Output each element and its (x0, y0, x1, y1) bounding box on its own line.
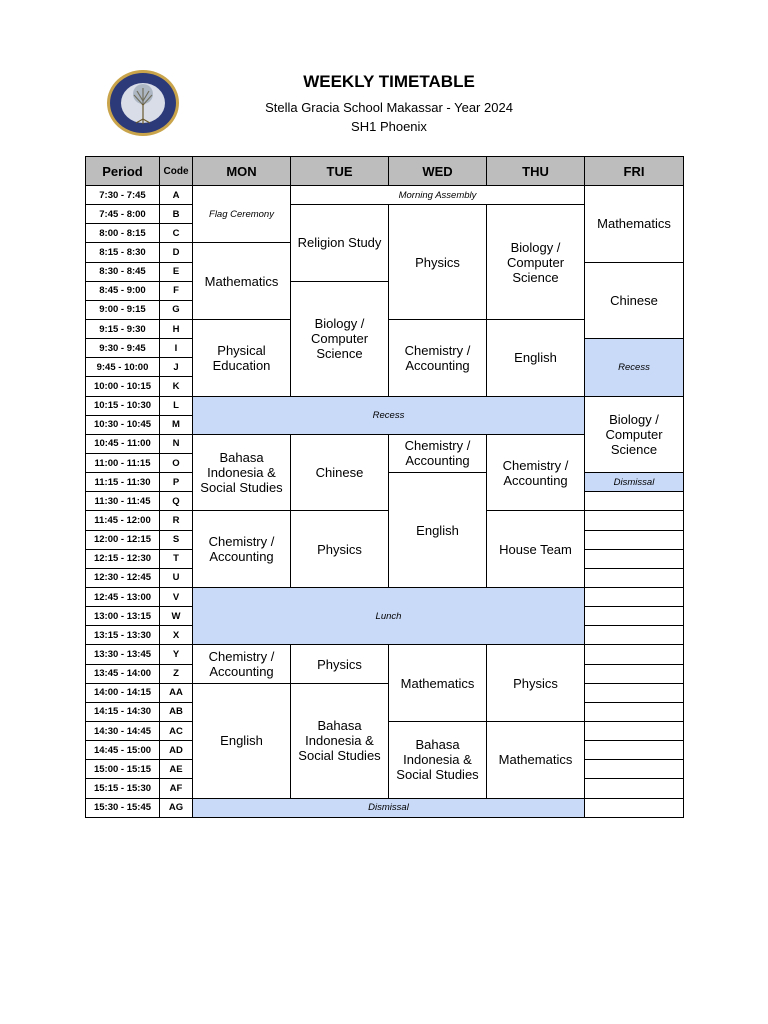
period-code: AA (160, 683, 193, 702)
table-row (86, 798, 684, 817)
empty-cell (585, 568, 684, 587)
class-cell: English (193, 683, 291, 798)
class-cell: Bahasa Indonesia & Social Studies (291, 683, 389, 798)
table-row (86, 511, 684, 530)
class-cell: Chemistry / Accounting (487, 434, 585, 511)
period-time: 10:45 - 11:00 (86, 434, 160, 453)
empty-cell (585, 645, 684, 664)
period-code: K (160, 377, 193, 396)
period-code: AE (160, 760, 193, 779)
class-cell: Mathematics (193, 243, 291, 320)
period-code: T (160, 549, 193, 568)
class-cell: Chinese (585, 262, 684, 339)
period-time: 9:30 - 9:45 (86, 339, 160, 358)
class-cell: Physics (487, 645, 585, 722)
class-cell: Religion Study (291, 205, 389, 282)
period-time: 13:15 - 13:30 (86, 626, 160, 645)
class-cell: Chemistry / Accounting (389, 434, 487, 472)
period-code: Z (160, 664, 193, 683)
class-cell: English (389, 473, 487, 588)
period-code: R (160, 511, 193, 530)
class-cell: Mathematics (487, 721, 585, 798)
period-time: 9:00 - 9:15 (86, 300, 160, 319)
period-code: AB (160, 702, 193, 721)
period-time: 15:00 - 15:15 (86, 760, 160, 779)
class-cell: Morning Assembly (291, 186, 585, 205)
empty-cell (585, 587, 684, 606)
table-row (86, 587, 684, 606)
class-cell: Recess (585, 339, 684, 396)
class-cell: Physics (291, 645, 389, 683)
period-time: 7:45 - 8:00 (86, 205, 160, 224)
period-code: L (160, 396, 193, 415)
timetable (85, 156, 684, 818)
empty-cell (585, 607, 684, 626)
table-row (86, 645, 684, 664)
class-cell: Physical Education (193, 319, 291, 396)
empty-cell (585, 664, 684, 683)
period-time: 11:30 - 11:45 (86, 492, 160, 511)
class-cell: Mathematics (585, 186, 684, 263)
empty-cell (585, 530, 684, 549)
class-cell: Physics (291, 511, 389, 588)
class-cell: Chemistry / Accounting (193, 645, 291, 683)
period-time: 12:45 - 13:00 (86, 587, 160, 606)
empty-cell (585, 702, 684, 721)
period-time: 9:15 - 9:30 (86, 319, 160, 338)
period-code: X (160, 626, 193, 645)
class-cell: Bahasa Indonesia & Social Studies (193, 434, 291, 511)
class-cell: English (487, 319, 585, 396)
period-time: 8:15 - 8:30 (86, 243, 160, 262)
period-time: 15:15 - 15:30 (86, 779, 160, 798)
period-time: 12:15 - 12:30 (86, 549, 160, 568)
period-code: I (160, 339, 193, 358)
period-code: B (160, 205, 193, 224)
period-code: S (160, 530, 193, 549)
table-row (86, 186, 684, 205)
period-time: 11:45 - 12:00 (86, 511, 160, 530)
empty-cell (585, 492, 684, 511)
class-cell: Mathematics (389, 645, 487, 722)
period-time: 12:00 - 12:15 (86, 530, 160, 549)
class-cell: Chinese (291, 434, 389, 511)
period-code: AD (160, 741, 193, 760)
period-time: 11:00 - 11:15 (86, 453, 160, 472)
class-subtitle: SH1 Phoenix (351, 119, 427, 134)
page-title: WEEKLY TIMETABLE (303, 72, 475, 91)
period-code: AG (160, 798, 193, 817)
class-cell: Flag Ceremony (193, 186, 291, 243)
period-code: O (160, 453, 193, 472)
table-row (86, 683, 684, 702)
empty-cell (585, 798, 684, 817)
period-time: 14:45 - 15:00 (86, 741, 160, 760)
period-time: 8:30 - 8:45 (86, 262, 160, 281)
class-cell: House Team (487, 511, 585, 588)
table-row (86, 396, 684, 415)
period-time: 14:30 - 14:45 (86, 721, 160, 740)
column-header-wed: WED (389, 157, 487, 186)
empty-cell (585, 741, 684, 760)
class-cell: Lunch (193, 587, 585, 644)
period-code: AF (160, 779, 193, 798)
period-time: 13:30 - 13:45 (86, 645, 160, 664)
period-code: M (160, 415, 193, 434)
period-code: V (160, 587, 193, 606)
class-cell: Biology / Computer Science (291, 281, 389, 396)
class-cell: Biology / Computer Science (487, 205, 585, 320)
class-cell: Dismissal (585, 473, 684, 492)
school-subtitle: Stella Gracia School Makassar - Year 2024 (265, 100, 513, 115)
column-header-tue: TUE (291, 157, 389, 186)
period-time: 13:00 - 13:15 (86, 607, 160, 626)
period-code: N (160, 434, 193, 453)
period-time: 9:45 - 10:00 (86, 358, 160, 377)
column-header-thu: THU (487, 157, 585, 186)
period-time: 10:15 - 10:30 (86, 396, 160, 415)
period-code: Q (160, 492, 193, 511)
empty-cell (585, 511, 684, 530)
period-time: 13:45 - 14:00 (86, 664, 160, 683)
class-cell: Recess (193, 396, 585, 434)
period-code: W (160, 607, 193, 626)
period-code: U (160, 568, 193, 587)
empty-cell (585, 683, 684, 702)
period-code: F (160, 281, 193, 300)
period-time: 12:30 - 12:45 (86, 568, 160, 587)
period-time: 15:30 - 15:45 (86, 798, 160, 817)
column-header-code: Code (160, 157, 193, 186)
period-code: H (160, 319, 193, 338)
empty-cell (585, 549, 684, 568)
column-header-mon: MON (193, 157, 291, 186)
period-time: 10:00 - 10:15 (86, 377, 160, 396)
class-cell: Dismissal (193, 798, 585, 817)
empty-cell (585, 721, 684, 740)
class-cell: Biology / Computer Science (585, 396, 684, 473)
period-code: P (160, 473, 193, 492)
period-code: AC (160, 721, 193, 740)
class-cell: Chemistry / Accounting (389, 319, 487, 396)
column-header-fri: FRI (585, 157, 684, 186)
class-cell: Chemistry / Accounting (193, 511, 291, 588)
period-time: 8:00 - 8:15 (86, 224, 160, 243)
period-code: J (160, 358, 193, 377)
period-code: Y (160, 645, 193, 664)
period-time: 7:30 - 7:45 (86, 186, 160, 205)
class-cell: Physics (389, 205, 487, 320)
period-code: G (160, 300, 193, 319)
period-time: 10:30 - 10:45 (86, 415, 160, 434)
period-code: E (160, 262, 193, 281)
period-time: 14:15 - 14:30 (86, 702, 160, 721)
period-time: 11:15 - 11:30 (86, 473, 160, 492)
empty-cell (585, 626, 684, 645)
period-time: 14:00 - 14:15 (86, 683, 160, 702)
class-cell: Bahasa Indonesia & Social Studies (389, 721, 487, 798)
period-code: A (160, 186, 193, 205)
period-code: D (160, 243, 193, 262)
column-header-period: Period (86, 157, 160, 186)
empty-cell (585, 760, 684, 779)
period-code: C (160, 224, 193, 243)
period-time: 8:45 - 9:00 (86, 281, 160, 300)
empty-cell (585, 779, 684, 798)
